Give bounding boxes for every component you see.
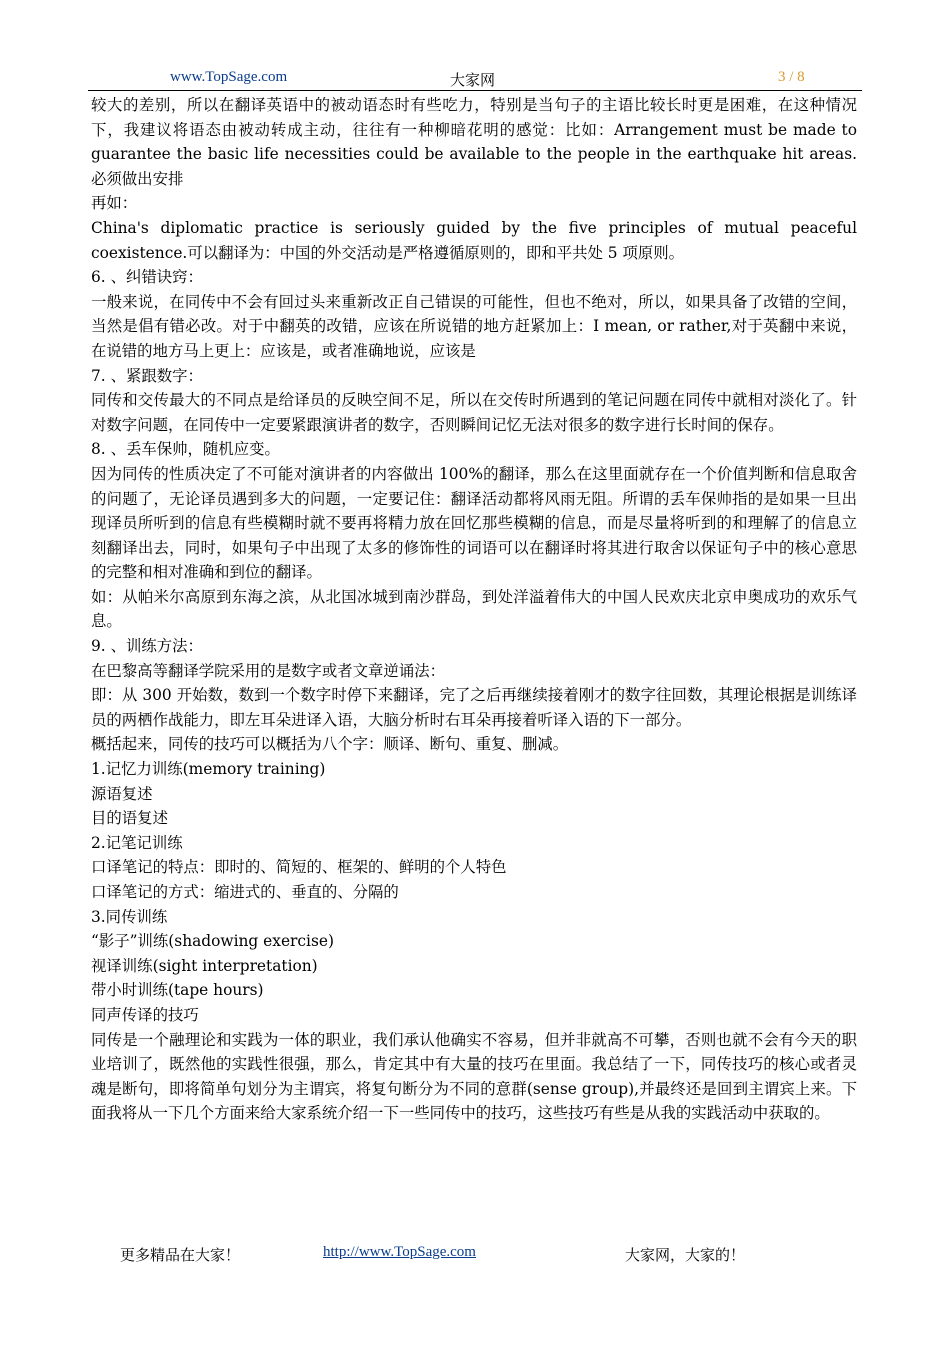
list-item: 口译笔记的特点：即时的、简短的、框架的、鲜明的个人特色 xyxy=(91,858,507,877)
section-heading: 同声传译的技巧 xyxy=(91,1005,199,1024)
list-item: 口译笔记的方式：缩进式的、垂直的、分隔的 xyxy=(91,883,399,901)
list-item: “影子”训练(shadowing exercise) xyxy=(91,932,334,951)
page-header xyxy=(88,66,862,91)
section-heading: 7. 、紧跟数字： xyxy=(91,366,203,385)
paragraph: 因为同传的性质决定了不可能对演讲者的内容做出 100%的翻译，那么在这里面就存在一个价值判断和信息取舍的问题了，无论译员遇到多大的问题，一定要记住：翻译活动都将风雨无阻。所谓的丢车保帅指的是如果一旦出现译员所听到的信息有些模糊时就不要再将精力放在回忆那些模糊的信息，而是尽量将听到的和理解了的信息立刻翻译出去，同时，如果句子中出现了太多的修饰性的词语可以在翻译时将其进行取舍以保证句子中的核心意思的完整和相对准确和到位的翻译。 xyxy=(91,464,857,582)
paragraph: 同传是一个融理论和实践为一体的职业，我们承认他确实不容易，但并非就高不可攀，否则也就不会有今天的职业培训了，既然他的实践性很强，那么，肯定其中有大量的技巧在里面。我总结了一下，同传技巧的核心或者灵魂是断句，即将简单句划分为主谓宾，将复句断分为不同的意群(sense group),并最终还是回到主谓宾上来。下面我将从一下几个方面来给大家系统介绍一下一些同传中的技巧，这些技巧有些是从我的实践活动中获取的。 xyxy=(91,1030,857,1123)
paragraph: 一般来说，在同传中不会有回过头来重新改正自己错误的可能性，但也不绝对，所以，如果具备了改错的空间，当然是倡有错必改。对于中翻英的改错，应该在所说错的地方赶紧加上：I mean, or rather,对于英翻中来说，在说错的地方马上更上：应该是，或者准确地说，应该是 xyxy=(91,292,857,360)
footer-tagline: 大家网，大家的！ xyxy=(625,1246,746,1264)
section-heading: 6. 、纠错诀窍： xyxy=(91,268,203,287)
footer-link[interactable]: http://www.TopSage.com xyxy=(323,1244,476,1260)
list-item: 带小时训练(tape hours) xyxy=(91,981,264,1000)
footer-slogan: 更多精品在大家！ xyxy=(120,1246,241,1264)
header-site-name: 大家网 xyxy=(450,73,496,89)
document-body xyxy=(91,93,857,1126)
paragraph: 概括起来，同传的技巧可以概括为八个字：顺译、断句、重复、删减。 xyxy=(91,735,569,754)
paragraph: 再如： xyxy=(91,194,138,213)
paragraph: 在巴黎高等翻译学院采用的是数字或者文章逆诵法： xyxy=(91,661,445,680)
section-heading: 9. 、训练方法： xyxy=(91,637,203,656)
list-item: 1.记忆力训练(memory training) xyxy=(91,760,326,779)
header-site-link[interactable]: www.TopSage.com xyxy=(170,69,288,85)
paragraph: 即：从 300 开始数，数到一个数字时停下来翻译，完了之后再继续接着刚才的数字往回数，其理论根据是训练译员的两栖作战能力，即左耳朵进译入语，大脑分析时右耳朵再接着听译入语的下一部分。 xyxy=(91,686,857,729)
page-footer xyxy=(0,1244,950,1268)
section-heading: 8. 、丢车保帅，随机应变。 xyxy=(91,440,280,459)
paragraph: China's diplomatic practice is seriously guided by the five principles of mutual peaceful coexistence.可以翻译为：中国的外交活动是严格遵循原则的，即和平共处 5 项原则。 xyxy=(91,218,857,262)
list-item: 目的语复述 xyxy=(91,809,168,828)
list-item: 源语复述 xyxy=(91,784,153,803)
paragraph: 如：从帕米尔高原到东海之滨，从北国冰城到南沙群岛，到处洋溢着伟大的中国人民欢庆北京申奥成功的欢乐气息。 xyxy=(91,587,857,631)
list-item: 2.记笔记训练 xyxy=(91,833,183,852)
paragraph: 同传和交传最大的不同点是给译员的反映空间不足，所以在交传时所遇到的笔记问题在同传中就相对淡化了。针对数字问题，在同传中一定要紧跟演讲者的数字，否则瞬间记忆无法对很多的数字进行长时间的保存。 xyxy=(91,391,857,434)
list-item: 视译训练(sight interpretation) xyxy=(91,956,318,975)
list-item: 3.同传训练 xyxy=(91,907,168,926)
paragraph: 较大的差别，所以在翻译英语中的被动语态时有些吃力，特别是当句子的主语比较长时更是困难，在这种情况下，我建议将语态由被动转成主动，往往有一种柳暗花明的感觉：比如：Arrangement must be made to guarantee the basic life necessities could be available to the people in the earthquake hit areas.必须做出安排 xyxy=(91,96,857,188)
page-number: 3 / 8 xyxy=(778,69,805,85)
